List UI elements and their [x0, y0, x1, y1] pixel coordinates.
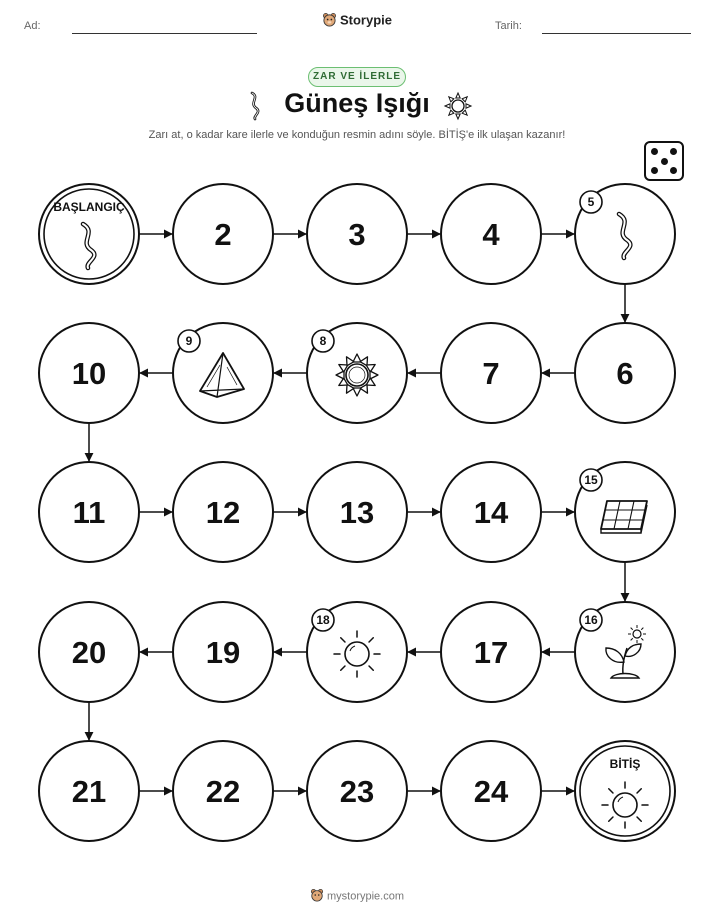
cell-number: 13	[339, 495, 375, 530]
board-cell-8	[307, 323, 407, 423]
cell-number: 3	[348, 217, 366, 252]
cell-number: 9	[185, 334, 193, 348]
start-label: BAŞLANGIÇ	[53, 200, 125, 214]
cell-number: 8	[319, 334, 327, 348]
board-cell-2	[173, 184, 273, 284]
cell-number: 20	[71, 635, 107, 670]
cell-number: 21	[71, 774, 107, 809]
cell-number: 23	[339, 774, 375, 809]
board-cell-16	[575, 602, 675, 702]
board-cell-11	[39, 462, 139, 562]
brand-name: Storypie	[339, 12, 392, 28]
board-cell-4	[441, 184, 541, 284]
board-cell-24	[441, 741, 541, 841]
cell-number: 5	[587, 195, 595, 209]
solar-panel-icon	[601, 501, 647, 533]
board-cell-12	[173, 462, 273, 562]
cell-number: 14	[473, 495, 509, 530]
cell-number: 15	[584, 473, 598, 487]
board-cell-23	[307, 741, 407, 841]
board-cell-3	[307, 184, 407, 284]
cell-number: 11	[72, 495, 106, 530]
finish-label: BİTİŞ	[609, 757, 641, 771]
cell-number: 6	[616, 356, 634, 391]
board-cell-7	[441, 323, 541, 423]
footer	[0, 888, 714, 905]
cell-number: 12	[205, 495, 241, 530]
board-cell-9	[173, 323, 273, 423]
date-label: Tarih:	[495, 20, 522, 32]
board-cell-14	[441, 462, 541, 562]
cell-number: 2	[214, 217, 232, 252]
instructions: Zarı at, o kadar kare ilerle ve konduğun resmin adını söyle. BİTİŞ'e ilk ulaşan kazanır!	[148, 129, 566, 141]
board-cell-5	[575, 184, 675, 284]
cell-number: 7	[482, 356, 500, 391]
board-cell-21	[39, 741, 139, 841]
board-cell-19	[173, 602, 273, 702]
cell-number: 19	[205, 635, 241, 670]
cell-number: 24	[473, 774, 509, 809]
footer-url: mystorypie.com	[326, 890, 405, 903]
page-title: Güneş Işığı	[284, 88, 430, 118]
cell-number: 17	[473, 635, 509, 670]
board-cell-25	[575, 741, 675, 841]
cell-number: 4	[482, 217, 500, 252]
board-cell-15	[575, 462, 675, 562]
board-cell-20	[39, 602, 139, 702]
board-cell-10	[39, 323, 139, 423]
board-cell-18	[307, 602, 407, 702]
cell-number: 16	[584, 613, 598, 627]
board-cell-1	[39, 184, 139, 284]
cell-number: 10	[71, 356, 107, 391]
board-cell-22	[173, 741, 273, 841]
board-cell-6	[575, 323, 675, 423]
cell-number: 22	[205, 774, 241, 809]
board-cell-13	[307, 462, 407, 562]
name-label: Ad:	[24, 20, 41, 32]
bear-logo-icon	[310, 888, 324, 905]
game-type-badge: ZAR VE İLERLE	[308, 67, 406, 87]
cell-number: 18	[316, 613, 330, 627]
board-cell-17	[441, 602, 541, 702]
